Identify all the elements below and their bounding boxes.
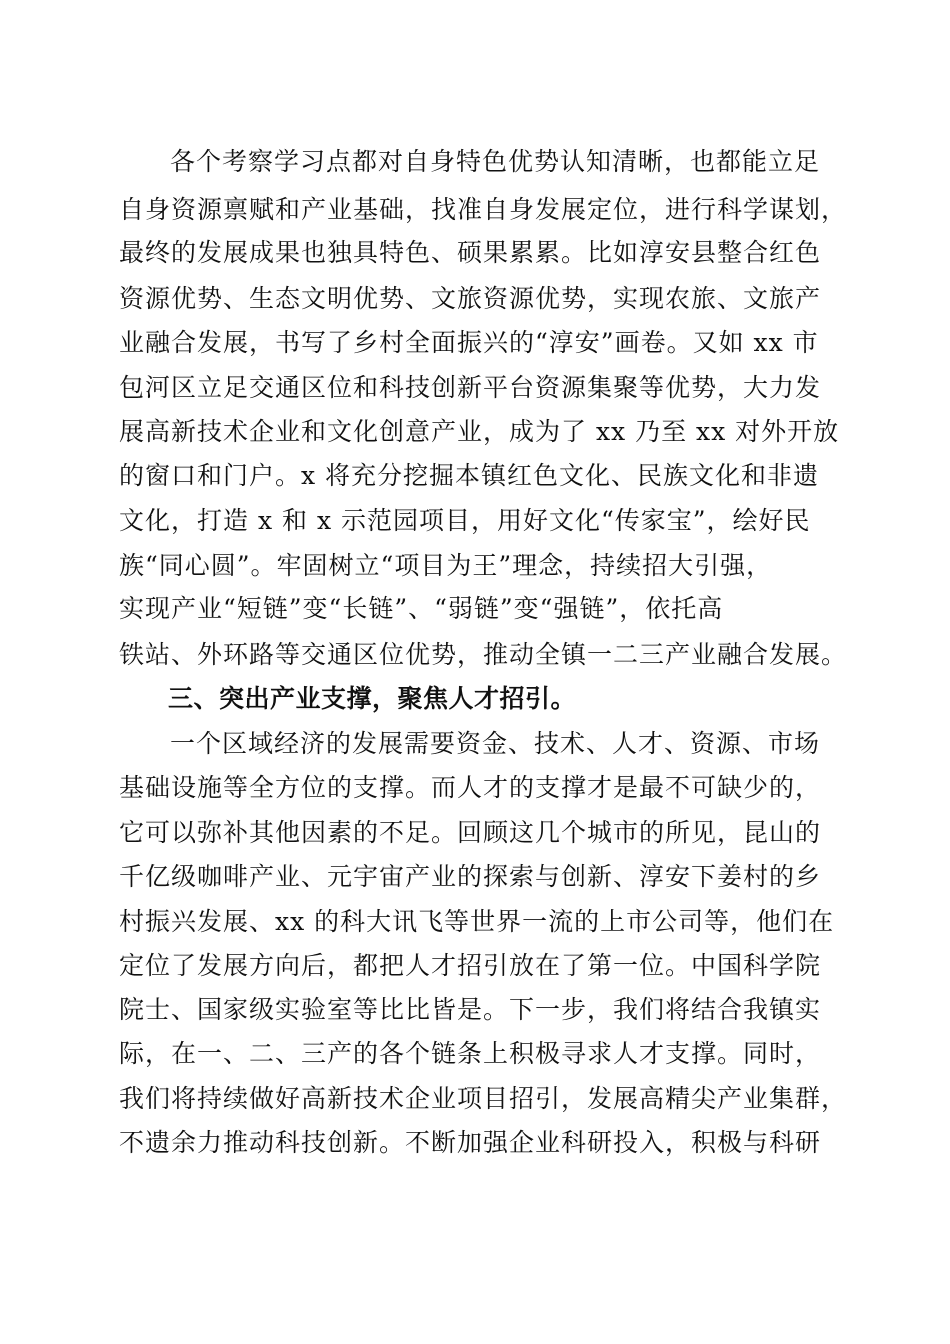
paragraph1-line-3: 最终的发展成果也独具特色、硕果累累。比如淳安县整合红色 bbox=[119, 238, 822, 267]
section-heading: 三、突出产业支撑，聚焦人才招引。 bbox=[168, 684, 577, 713]
paragraph2-line-3: 它可以弥补其他因素的不足。回顾这几个城市的所见，昆山的 bbox=[119, 818, 822, 847]
paragraph2-line-6: 定位了发展方向后，都把人才招引放在了第一位。中国科学院 bbox=[119, 951, 822, 980]
paragraph1-line-1: 各个考察学习点都对自身特色优势认知清晰，也都能立足 bbox=[170, 147, 821, 176]
paragraph2-line-7: 院士、国家级实验室等比比皆是。下一步，我们将结合我镇实 bbox=[119, 995, 822, 1024]
paragraph1-line-12: 铁站、外环路等交通区位优势，推动全镇一二三产业融合发展。 bbox=[119, 640, 848, 669]
paragraph1-line-10: 族“同心圆”。牢固树立“项目为王”理念，持续招大引强， bbox=[119, 551, 773, 580]
paragraph2-line-10: 不遗余力推动科技创新。不断加强企业科研投入，积极与科研 bbox=[119, 1128, 822, 1157]
paragraph1-line-8: 的窗口和门户。x 将充分挖掘本镇红色文化、民族文化和非遗 bbox=[119, 461, 820, 490]
paragraph1-line-4: 资源优势、生态文明优势、文旅资源优势，实现农旅、文旅产 bbox=[119, 284, 822, 313]
paragraph2-line-8: 际，在一、二、三产的各个链条上积极寻求人才支撑。同时， bbox=[119, 1039, 822, 1068]
paragraph2-line-2: 基础设施等全方位的支撑。而人才的支撑才是最不可缺少的， bbox=[119, 773, 822, 802]
paragraph2-line-4: 千亿级咖啡产业、元宇宙产业的探索与创新、淳安下姜村的乡 bbox=[119, 862, 822, 891]
paragraph1-line-7: 展高新技术企业和文化创意产业，成为了 xx 乃至 xx 对外开放 bbox=[119, 417, 840, 446]
paragraph1-line-5: 业融合发展，书写了乡村全面振兴的“淳安”画卷。又如 xx 市 bbox=[119, 328, 819, 357]
paragraph2-line-1: 一个区域经济的发展需要资金、技术、人才、资源、市场 bbox=[170, 729, 821, 758]
paragraph2-line-9: 我们将持续做好高新技术企业项目招引，发展高精尖产业集群， bbox=[119, 1084, 848, 1113]
paragraph1-line-2: 自身资源禀赋和产业基础，找准自身发展定位，进行科学谋划， bbox=[119, 195, 848, 224]
paragraph1-line-11: 实现产业“短链”变“长链”、“弱链”变“强链”，依托高 bbox=[119, 594, 724, 623]
paragraph1-line-6: 包河区立足交通区位和科技创新平台资源集聚等优势，大力发 bbox=[119, 373, 822, 402]
paragraph1-line-9: 文化，打造 x 和 x 示范园项目，用好文化“传家宝”，绘好民 bbox=[119, 506, 811, 535]
paragraph2-line-5: 村振兴发展、xx 的科大讯飞等世界一流的上市公司等，他们在 bbox=[119, 907, 835, 936]
